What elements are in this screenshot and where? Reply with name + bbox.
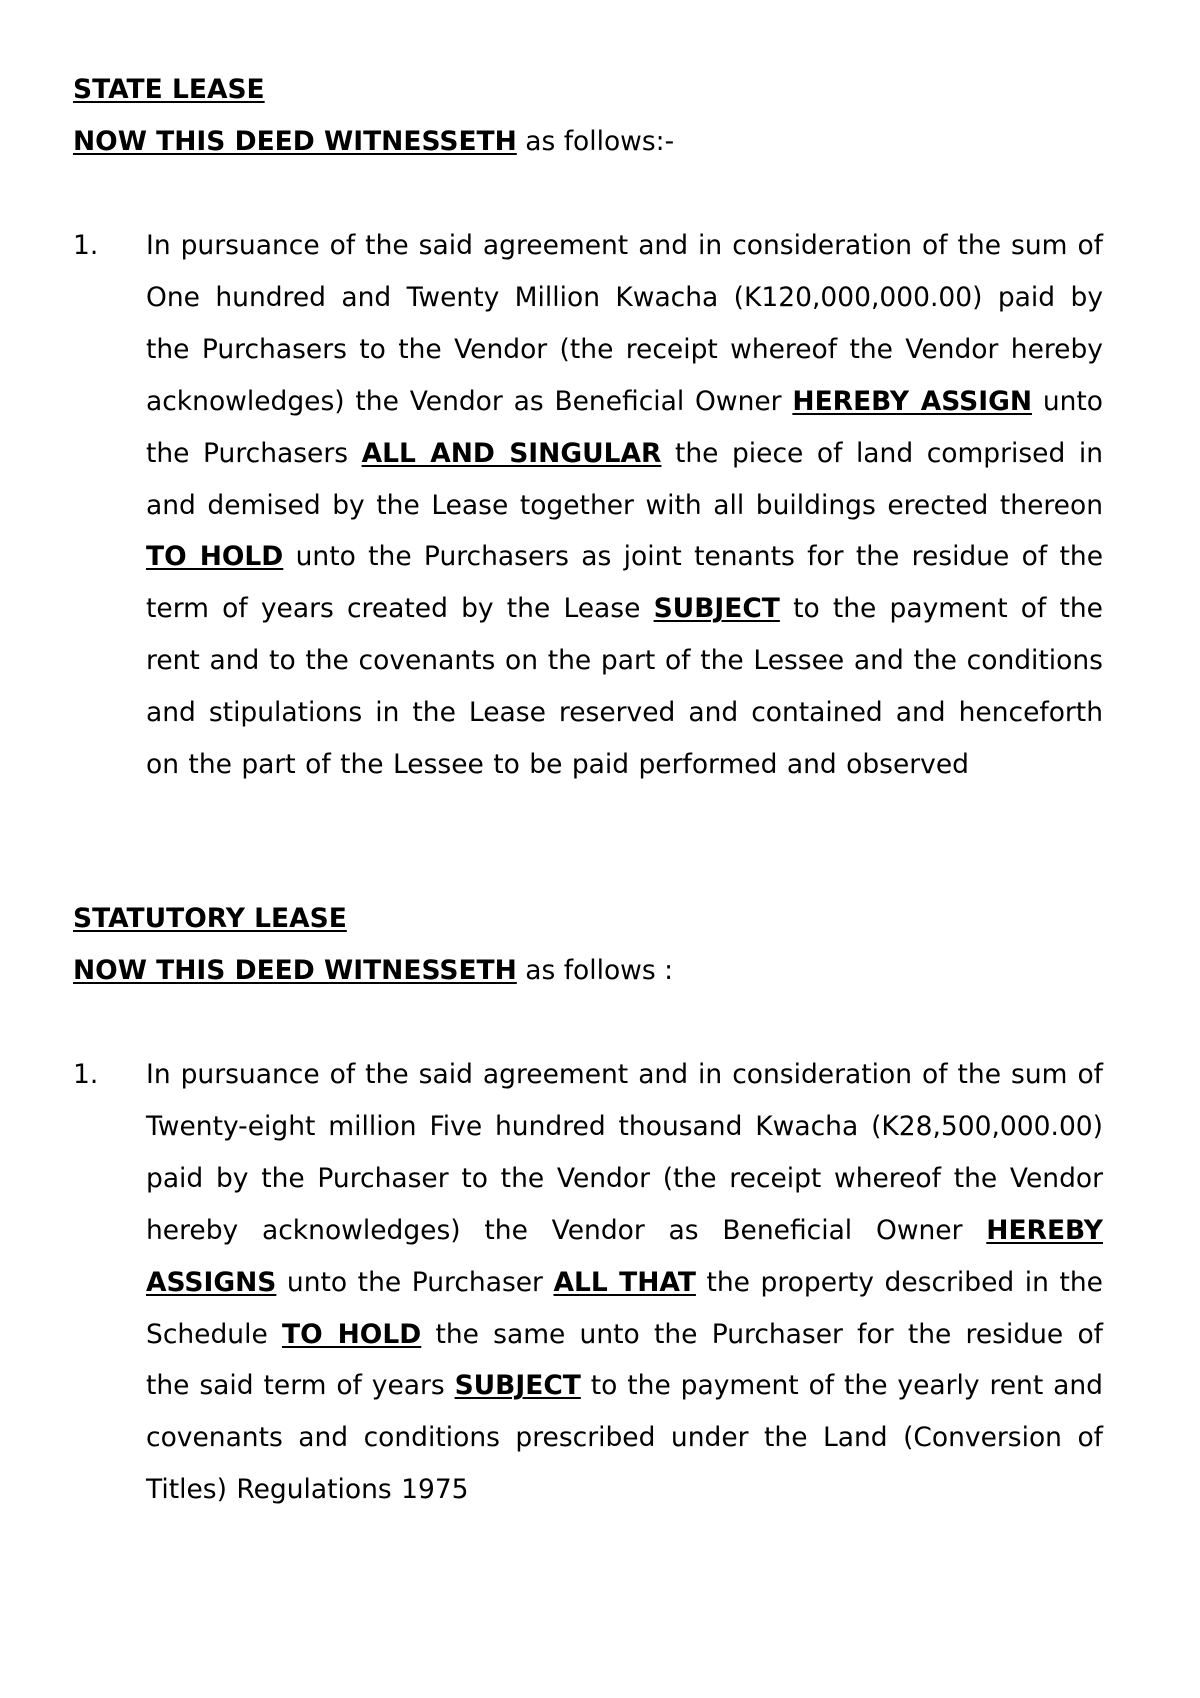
clause-keyword: ALL AND SINGULAR (361, 437, 662, 469)
state-lease-clause (146, 220, 1103, 791)
clause-text: unto the Purchasers (146, 385, 1104, 469)
clause-text: In pursuance of the said agreement and in consideration of the sum of Twenty-eight million Five hundred thousand Kwacha (K28,500,000.00) paid by the Purchaser to the Vendor (the receipt whereof the Vendor hereby acknowledges) the Vendor as Beneficial Owner (146, 1059, 1103, 1246)
clause-text: unto the Purchaser (276, 1266, 554, 1298)
clause-keyword: TO HOLD (146, 541, 284, 573)
clause-text: In pursuance of the said agreement and in consideration of the sum of One hundred and Twenty Million Kwacha (K120,000,000.00) paid by the Purchasers to the Vendor (the receipt whereof the Vendor hereby acknowledges) the Vendor as Beneficial Owner (146, 230, 1103, 417)
clause-text: the property described in the Schedule (146, 1266, 1103, 1350)
clause-text: the piece of land comprised in and demised by the Lease together with all buildings erected thereon (146, 437, 1103, 521)
clause-text: to the payment of the yearly rent and covenants and conditions prescribed under the Land (Conversion of Titles) Regulations 1975 (146, 1370, 1103, 1506)
statutory-lease-heading: STATUTORY LEASE (73, 903, 347, 934)
statutory-lease-clause (146, 1049, 1103, 1516)
clause-text: to the payment of the rent and to the covenants on the part of the Lessee and the conditions and stipulations in the Lease reserved and contained and henceforth on the part of the Lessee to be paid performed and observed (146, 593, 1103, 781)
witness-line-2 (73, 945, 673, 997)
clause-keyword: HEREBY ASSIGNS (146, 1214, 1103, 1298)
clause-keyword: HEREBY ASSIGN (792, 385, 1033, 417)
clause-text: the same unto the Purchaser for the residue of the said term of years (146, 1318, 1104, 1402)
state-lease-heading: STATE LEASE (73, 74, 265, 105)
clause-keyword: SUBJECT (454, 1370, 581, 1402)
clause-number-1: 1. (73, 230, 99, 261)
clause-keyword: ALL THAT (553, 1266, 696, 1298)
witness-tail-2: as follows : (516, 955, 674, 986)
witness-tail-1: as follows:- (516, 126, 675, 157)
witness-line-1 (73, 116, 674, 168)
clause-keyword: SUBJECT (653, 593, 780, 625)
witness-keyword-2: NOW THIS DEED WITNESSETH (73, 955, 517, 986)
clause-keyword: TO HOLD (282, 1318, 422, 1350)
clause-text: unto the Purchasers as joint tenants for the residue of the term of years created by the Lease (146, 541, 1104, 625)
witness-keyword-1: NOW THIS DEED WITNESSETH (73, 126, 517, 157)
clause-number-2: 1. (73, 1059, 99, 1090)
